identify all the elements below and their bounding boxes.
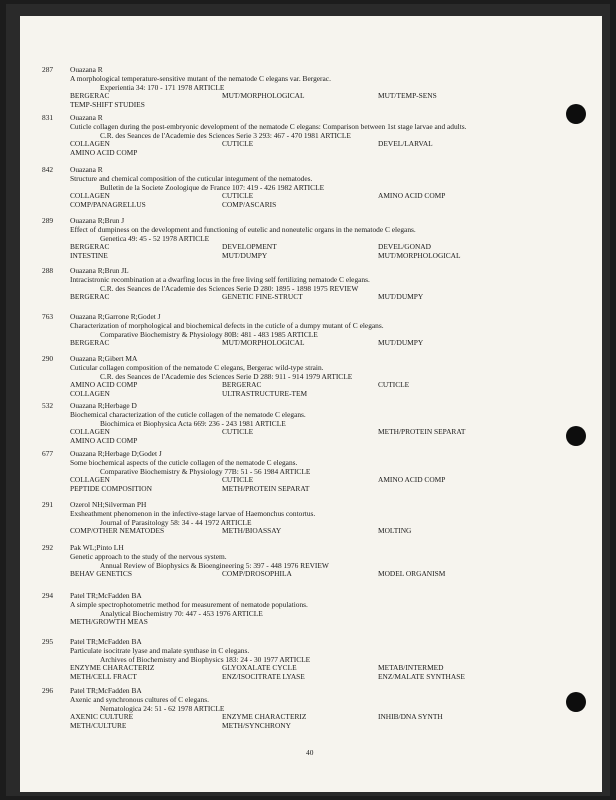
entry-keyword: MUT/DUMPY xyxy=(378,338,424,348)
entry-number: 296 xyxy=(42,686,54,695)
entry-keyword: MUT/MORPHOLOGICAL xyxy=(222,338,305,348)
entry-keyword: COMP/PANAGRELLUS xyxy=(70,200,146,210)
entry-keyword: ENZ/MALATE SYNTHASE xyxy=(378,672,465,682)
entry-title: Structure and chemical composition of the cuticular integument of the nematodes. xyxy=(70,173,313,183)
entry-title: Some biochemical aspects of the cuticle collagen of the nematode C elegans. xyxy=(70,457,298,467)
entry-keyword: METH/GROWTH MEAS xyxy=(70,617,148,627)
entry-keyword: MUT/DUMPY xyxy=(378,292,424,302)
entry-keyword: BERGERAC xyxy=(70,242,110,252)
punch-hole xyxy=(566,104,586,124)
entry-keyword: BERGERAC xyxy=(70,338,110,348)
entry-keyword: GLYOXALATE CYCLE xyxy=(222,663,297,673)
entry-keyword: AMINO ACID COMP xyxy=(378,191,446,201)
entry-authors: Patel TR;McFadden BA xyxy=(70,591,142,600)
entry-keyword: MUT/TEMP-SENS xyxy=(378,91,437,101)
entry-keyword: CUTICLE xyxy=(222,139,254,149)
entry-keyword: METH/CULTURE xyxy=(70,721,127,731)
entry-keyword: AMINO ACID COMP xyxy=(70,436,138,446)
entry-authors: Patel TR;McFadden BA xyxy=(70,637,142,646)
entry-keyword: BERGERAC xyxy=(70,292,110,302)
entry-keyword: COLLAGEN xyxy=(70,139,110,149)
entry-authors: Ouazana R;Brun J xyxy=(70,216,125,225)
entry-title: Cuticular collagen composition of the nematode C elegans, Bergerac wild-type strain. xyxy=(70,362,324,372)
entry-citation: Biochimica et Biophysica Acta 669: 236 - 243 1981 ARTICLE xyxy=(100,418,286,428)
entry-number: 677 xyxy=(42,449,54,458)
entry-citation: Analytical Biochemistry 70: 447 - 453 1976 ARTICLE xyxy=(100,608,263,618)
entry-keyword: CUTICLE xyxy=(222,191,254,201)
entry-keyword: COLLAGEN xyxy=(70,427,110,437)
entry-keyword: MUT/MORPHOLOGICAL xyxy=(378,251,461,261)
entry-keyword: AMINO ACID COMP xyxy=(70,148,138,158)
entry-number: 831 xyxy=(42,113,54,122)
entry-authors: Ouazana R;Garrone R;Godet J xyxy=(70,312,161,321)
entry-keyword: BEHAV GENETICS xyxy=(70,569,132,579)
entry-number: 290 xyxy=(42,354,54,363)
entry-keyword: METH/PROTEIN SEPARAT xyxy=(222,484,310,494)
entry-keyword: INHIB/DNA SYNTH xyxy=(378,712,443,722)
entry-keyword: INTESTINE xyxy=(70,251,108,261)
entry-keyword: DEVEL/GONAD xyxy=(378,242,431,252)
entry-number: 292 xyxy=(42,543,54,552)
entry-title: Genetic approach to the study of the nervous system. xyxy=(70,551,227,561)
entry-authors: Ouazana R;Herbage D;Godet J xyxy=(70,449,162,458)
entry-keyword: PEPTIDE COMPOSITION xyxy=(70,484,152,494)
entry-keyword: METAB/INTERMED xyxy=(378,663,444,673)
entry-keyword: MODEL ORGANISM xyxy=(378,569,446,579)
entry-authors: Ouazana R;Gibert MA xyxy=(70,354,138,363)
entry-authors: Ozerol NH;Silverman PH xyxy=(70,500,147,509)
entry-keyword: METH/SYNCHRONY xyxy=(222,721,291,731)
entry-keyword: MOLTING xyxy=(378,526,412,536)
entry-title: Biochemical characterization of the cuticle collagen of the nematode C elegans. xyxy=(70,409,306,419)
entry-title: Effect of dumpiness on the development and functioning of eutelic and noneutelic organs in the nematode C elegans. xyxy=(70,224,416,234)
entry-authors: Ouazana R xyxy=(70,65,103,74)
entry-keyword: GENETIC FINE-STRUCT xyxy=(222,292,303,302)
entry-citation: Journal of Parasitology 58: 34 - 44 1972 ARTICLE xyxy=(100,517,252,527)
entry-keyword: METH/CELL FRACT xyxy=(70,672,137,682)
entry-title: Particulate isocitrate lyase and malate synthase in C elegans. xyxy=(70,645,250,655)
entry-keyword: COLLAGEN xyxy=(70,191,110,201)
entry-number: 291 xyxy=(42,500,54,509)
entry-citation: Bulletin de la Societe Zoologique de France 107: 419 - 426 1982 ARTICLE xyxy=(100,182,325,192)
entry-title: A morphological temperature-sensitive mutant of the nematode C elegans var. Bergerac. xyxy=(70,73,331,83)
entry-authors: Ouazana R;Brun JL xyxy=(70,266,129,275)
entry-keyword: ENZYME CHARACTERIZ xyxy=(222,712,307,722)
entry-keyword: COLLAGEN xyxy=(70,475,110,485)
entry-keyword: AMINO ACID COMP xyxy=(70,380,138,390)
entry-citation: C.R. des Seances de l'Academie des Sciences Serie D 280: 1895 - 1898 1975 REVIEW xyxy=(100,283,359,293)
entry-keyword: DEVELOPMENT xyxy=(222,242,277,252)
entry-number: 295 xyxy=(42,637,54,646)
entry-citation: C.R. des Seances de l'Academie des Sciences Serie 3 293: 467 - 470 1981 ARTICLE xyxy=(100,130,351,140)
entry-keyword: BERGERAC xyxy=(70,91,110,101)
entry-title: Intracistronic recombination at a dwarfing locus in the free living self fertilizing nematode C elegans. xyxy=(70,274,370,284)
punch-hole xyxy=(566,426,586,446)
entry-authors: Pak WL;Pinto LH xyxy=(70,543,124,552)
entry-citation: Annual Review of Biophysics & Bioengineering 5: 397 - 448 1976 REVIEW xyxy=(100,560,329,570)
entry-title: Exsheathment phenomenon in the infective-stage larvae of Haemonchus contortus. xyxy=(70,508,316,518)
entry-title: Axenic and synchronous cultures of C elegans. xyxy=(70,694,209,704)
entry-authors: Ouazana R xyxy=(70,113,103,122)
entry-number: 289 xyxy=(42,216,54,225)
entry-keyword: MUT/MORPHOLOGICAL xyxy=(222,91,305,101)
entry-keyword: ULTRASTRUCTURE-TEM xyxy=(222,389,308,399)
entry-keyword: AMINO ACID COMP xyxy=(378,475,446,485)
entry-number: 294 xyxy=(42,591,54,600)
entry-citation: C.R. des Seances de l'Academie des Sciences Serie D 288: 911 - 914 1979 ARTICLE xyxy=(100,371,353,381)
entry-number: 287 xyxy=(42,65,54,74)
entry-authors: Patel TR;McFadden BA xyxy=(70,686,142,695)
entry-citation: Genetica 49: 45 - 52 1978 ARTICLE xyxy=(100,233,210,243)
entry-keyword: DEVEL/LARVAL xyxy=(378,139,433,149)
page-number: 40 xyxy=(306,748,314,757)
entry-keyword: MUT/DUMPY xyxy=(222,251,268,261)
entry-keyword: CUTICLE xyxy=(378,380,410,390)
entry-title: Cuticle collagen during the post-embryonic development of the nematode C elegans: Comparison between 1st stage larvae and adults. xyxy=(70,121,467,131)
entry-number: 842 xyxy=(42,165,54,174)
entry-title: Characterization of morphological and biochemical defects in the cuticle of a dumpy mutant of C elegans. xyxy=(70,320,384,330)
document-page xyxy=(20,16,602,792)
entry-keyword: BERGERAC xyxy=(222,380,262,390)
entry-keyword: COMP/ASCARIS xyxy=(222,200,277,210)
entry-keyword: METH/BIOASSAY xyxy=(222,526,282,536)
entry-number: 763 xyxy=(42,312,54,321)
entry-citation: Comparative Biochemistry & Physiology 80B: 481 - 483 1985 ARTICLE xyxy=(100,329,318,339)
entry-keyword: COMP/DROSOPHILA xyxy=(222,569,292,579)
entry-authors: Ouazana R xyxy=(70,165,103,174)
scan-frame xyxy=(6,4,610,796)
entry-number: 288 xyxy=(42,266,54,275)
entry-number: 532 xyxy=(42,401,54,410)
entry-citation: Archives of Biochemistry and Biophysics 183: 24 - 30 1977 ARTICLE xyxy=(100,654,311,664)
entry-keyword: ENZ/ISOCITRATE LYASE xyxy=(222,672,305,682)
entry-citation: Comparative Biochemistry & Physiology 77B: 51 - 56 1984 ARTICLE xyxy=(100,466,311,476)
entry-keyword: AXENIC CULTURE xyxy=(70,712,134,722)
entry-keyword: CUTICLE xyxy=(222,427,254,437)
entry-citation: Experientia 34: 170 - 171 1978 ARTICLE xyxy=(100,82,225,92)
entry-keyword: TEMP-SHIFT STUDIES xyxy=(70,100,145,110)
entry-keyword: METH/PROTEIN SEPARAT xyxy=(378,427,466,437)
entry-keyword: ENZYME CHARACTERIZ xyxy=(70,663,155,673)
entry-keyword: CUTICLE xyxy=(222,475,254,485)
entry-keyword: COLLAGEN xyxy=(70,389,110,399)
entry-title: A simple spectrophotometric method for measurement of nematode populations. xyxy=(70,599,308,609)
entry-authors: Ouazana R;Herbage D xyxy=(70,401,137,410)
entry-keyword: COMP/OTHER NEMATODES xyxy=(70,526,165,536)
entry-citation: Nematologica 24: 51 - 62 1978 ARTICLE xyxy=(100,703,225,713)
